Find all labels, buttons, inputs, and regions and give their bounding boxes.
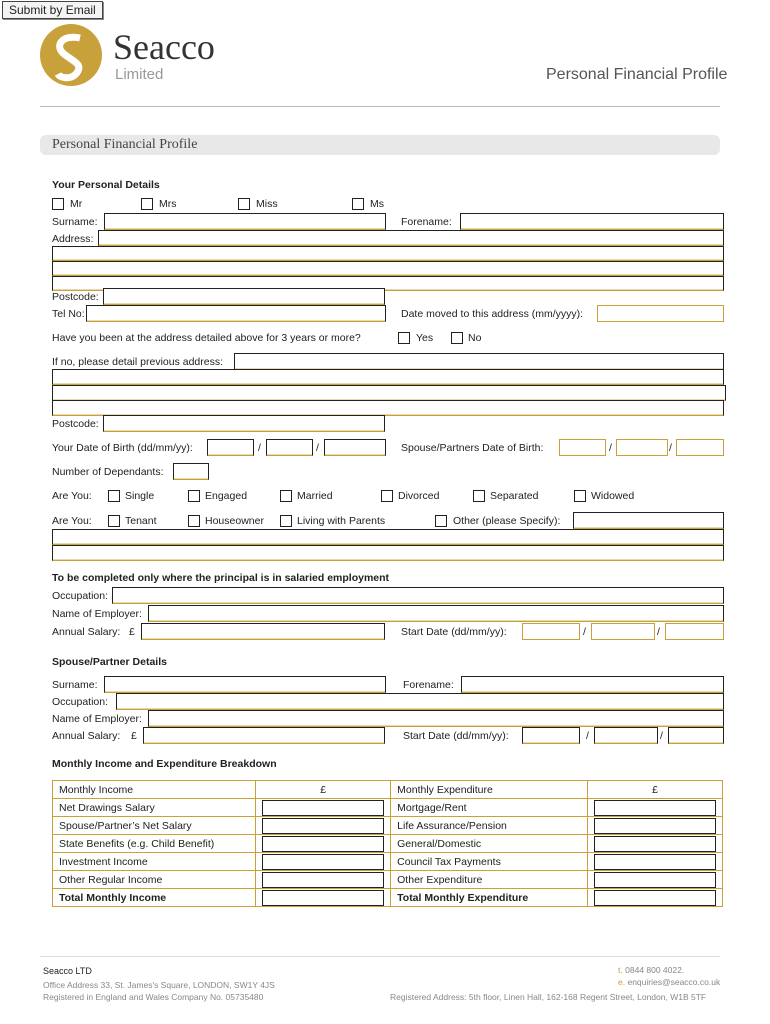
income-item-label: Investment Income — [53, 853, 256, 871]
spouse-occupation-label: Occupation: — [52, 696, 109, 708]
status-option-label: Engaged — [205, 490, 248, 502]
previous-address-label: If no, please detail previous address: — [52, 356, 224, 368]
date-separator: / — [657, 626, 660, 638]
investment-income-input[interactable] — [262, 854, 384, 870]
other-residence-input[interactable] — [573, 512, 724, 529]
expenditure-item-label: Life Assurance/Pension — [391, 817, 588, 835]
income-item-label: Spouse/Partner’s Net Salary — [53, 817, 256, 835]
income-header: Monthly Income — [53, 781, 256, 799]
no-label: No — [468, 332, 482, 344]
table-row — [53, 853, 723, 871]
net-drawings-input[interactable] — [262, 800, 384, 816]
pound-sign: £ — [129, 626, 135, 638]
spouse-start-day-input[interactable] — [522, 727, 580, 744]
date-separator: / — [609, 442, 612, 454]
spouse-dob-month-input[interactable] — [616, 439, 668, 456]
date-separator: / — [669, 442, 672, 454]
income-item-label: Other Regular Income — [53, 871, 256, 889]
table-row — [53, 871, 723, 889]
expenditure-item-label: Council Tax Payments — [391, 853, 588, 871]
residence-option-label: Living with Parents — [297, 515, 386, 527]
total-income-input[interactable] — [262, 890, 384, 906]
single-checkbox[interactable] — [108, 490, 120, 502]
widowed-checkbox[interactable] — [574, 490, 586, 502]
council-tax-input[interactable] — [594, 854, 716, 870]
residence-option-label: Other (please Specify): — [453, 515, 561, 527]
forename-label: Forename: — [401, 216, 452, 228]
spouse-salary-label: Annual Salary: — [52, 730, 121, 742]
date-separator: / — [258, 442, 261, 454]
spouse-start-date-label: Start Date (dd/mm/yy): — [403, 730, 509, 742]
breakdown-heading: Monthly Income and Expenditure Breakdown — [52, 758, 277, 770]
date-separator: / — [583, 626, 586, 638]
expenditure-currency-header: £ — [588, 781, 723, 799]
yes-label: Yes — [416, 332, 434, 344]
address-line-2-input[interactable] — [52, 246, 724, 261]
mortgage-rent-input[interactable] — [594, 800, 716, 816]
status-option-label: Married — [297, 490, 333, 502]
state-benefits-input[interactable] — [262, 836, 384, 852]
status-option-label: Widowed — [591, 490, 635, 502]
totals-row — [53, 889, 723, 907]
table-header-row — [53, 781, 723, 799]
footer-phone[interactable]: 0844 800 4022. — [625, 965, 685, 975]
income-item-label: Net Drawings Salary — [53, 799, 256, 817]
other-income-input[interactable] — [262, 872, 384, 888]
start-month-input[interactable] — [591, 623, 655, 640]
address-line-1-input[interactable] — [98, 230, 724, 246]
spouse-forename-label: Forename: — [403, 679, 454, 691]
spouse-heading: Spouse/Partner Details — [52, 656, 167, 668]
employer-label: Name of Employer: — [52, 608, 142, 620]
separated-checkbox[interactable] — [473, 490, 485, 502]
spouse-dob-day-input[interactable] — [559, 439, 606, 456]
spouse-employer-label: Name of Employer: — [52, 713, 142, 725]
income-expenditure-table — [52, 780, 723, 907]
brand-subtitle: Limited — [115, 66, 164, 83]
three-years-question: Have you been at the address detailed above for 3 years or more? — [52, 332, 361, 344]
forename-input[interactable] — [460, 213, 724, 230]
title-option-label: Ms — [370, 198, 384, 210]
expenditure-header: Monthly Expenditure — [391, 781, 588, 799]
houseowner-checkbox[interactable] — [188, 515, 200, 527]
salary-label: Annual Salary: — [52, 626, 121, 638]
life-assurance-input[interactable] — [594, 818, 716, 834]
status-option-label: Separated — [490, 490, 539, 502]
dob-month-input[interactable] — [266, 439, 313, 456]
personal-details-heading: Your Personal Details — [52, 179, 160, 191]
header-divider — [40, 106, 720, 107]
tel-input[interactable] — [86, 305, 386, 322]
previous-postcode-label: Postcode: — [52, 418, 99, 430]
miss-checkbox[interactable] — [238, 198, 250, 210]
previous-address-line-2-input[interactable] — [52, 369, 724, 385]
total-income-label: Total Monthly Income — [53, 889, 256, 907]
other-residence-checkbox[interactable] — [435, 515, 447, 527]
start-day-input[interactable] — [522, 623, 580, 640]
dependants-input[interactable] — [173, 463, 209, 480]
footer-divider — [40, 956, 720, 957]
salary-input[interactable] — [141, 623, 385, 640]
spouse-occupation-input[interactable] — [116, 693, 724, 710]
engaged-checkbox[interactable] — [188, 490, 200, 502]
footer-phone-line — [618, 965, 684, 975]
tenant-checkbox[interactable] — [108, 515, 120, 527]
footer-email[interactable]: enquiries@seacco.co.uk — [627, 977, 721, 987]
seacco-logo — [40, 24, 102, 86]
title-option-label: Mr — [70, 198, 83, 210]
footer-registered-address: Registered Address: 5th floor, Linen Hall, 162-168 Regent Street, London, W1B 5TF — [390, 992, 707, 1002]
footer-office-address: Office Address 33, St. James's Square, LONDON, SW1Y 4JS — [43, 980, 275, 990]
date-separator: / — [660, 730, 663, 742]
income-item-label: State Benefits (e.g. Child Benefit) — [53, 835, 256, 853]
logo-s-icon — [40, 24, 102, 86]
income-currency-header: £ — [256, 781, 391, 799]
employment-heading: To be completed only where the principal is in salaried employment — [52, 572, 390, 584]
surname-label: Surname: — [52, 216, 98, 228]
occupation-input[interactable] — [112, 587, 724, 604]
date-moved-input[interactable] — [597, 305, 724, 322]
spouse-surname-label: Surname: — [52, 679, 98, 691]
title-option-label: Miss — [256, 198, 278, 210]
date-separator: / — [586, 730, 589, 742]
title-option-label: Mrs — [159, 198, 177, 210]
section-banner: Personal Financial Profile — [40, 135, 720, 155]
residence-option-label: Tenant — [125, 515, 157, 527]
total-expenditure-label: Total Monthly Expenditure — [391, 889, 588, 907]
status-option-label: Single — [125, 490, 155, 502]
marital-status-label: Are You: — [52, 490, 92, 502]
spouse-salary-amount-input[interactable] — [262, 818, 384, 834]
general-domestic-input[interactable] — [594, 836, 716, 852]
postcode-label: Postcode: — [52, 291, 99, 303]
pound-sign: £ — [131, 730, 137, 742]
spouse-surname-input[interactable] — [104, 676, 386, 693]
residence-option-label: Houseowner — [205, 515, 264, 527]
surname-input[interactable] — [104, 213, 386, 230]
spouse-start-month-input[interactable] — [594, 727, 658, 744]
start-year-input[interactable] — [665, 623, 724, 640]
footer-company: Seacco LTD — [43, 966, 92, 976]
spouse-employer-input[interactable] — [148, 710, 724, 727]
address-label: Address: — [52, 233, 94, 245]
footer-registration: Registered in England and Wales Company No. 05735480 — [43, 992, 264, 1002]
table-row — [53, 799, 723, 817]
previous-address-line-1-input[interactable] — [234, 353, 724, 370]
email-prefix: e. — [618, 977, 626, 987]
spouse-dob-label: Spouse/Partners Date of Birth: — [401, 442, 544, 454]
ms-checkbox[interactable] — [352, 198, 364, 210]
dob-day-input[interactable] — [207, 439, 254, 456]
previous-address-line-3-input[interactable] — [52, 385, 726, 401]
spouse-salary-input[interactable] — [143, 727, 385, 744]
dob-label: Your Date of Birth (dd/mm/yy): — [52, 442, 193, 454]
start-date-label: Start Date (dd/mm/yy): — [401, 626, 507, 638]
expenditure-item-label: Mortgage/Rent — [391, 799, 588, 817]
submit-by-email-button[interactable]: Submit by Email — [2, 1, 103, 19]
other-expenditure-input[interactable] — [594, 872, 716, 888]
previous-postcode-input[interactable] — [103, 415, 385, 432]
living-with-parents-checkbox[interactable] — [280, 515, 292, 527]
residence-status-label: Are You: — [52, 515, 92, 527]
status-option-label: Divorced — [398, 490, 440, 502]
phone-prefix: t. — [618, 965, 623, 975]
document-title: Personal Financial Profile — [546, 66, 728, 83]
date-moved-label: Date moved to this address (mm/yyyy): — [401, 308, 584, 320]
divorced-checkbox[interactable] — [381, 490, 393, 502]
spouse-start-year-input[interactable] — [668, 727, 724, 744]
date-separator: / — [316, 442, 319, 454]
table-row — [53, 817, 723, 835]
other-residence-line-3-input[interactable] — [52, 545, 724, 561]
spouse-dob-year-input[interactable] — [676, 439, 724, 456]
married-checkbox[interactable] — [280, 490, 292, 502]
postcode-input[interactable] — [103, 288, 385, 305]
expenditure-item-label: General/Domestic — [391, 835, 588, 853]
other-residence-line-2-input[interactable] — [52, 529, 724, 545]
dob-year-input[interactable] — [324, 439, 386, 456]
mrs-checkbox[interactable] — [141, 198, 153, 210]
address-line-3-input[interactable] — [52, 261, 724, 276]
brand-name: Seacco — [113, 27, 215, 67]
table-row — [53, 835, 723, 853]
spouse-forename-input[interactable] — [461, 676, 724, 693]
mr-checkbox[interactable] — [52, 198, 64, 210]
tel-label: Tel No: — [52, 308, 85, 320]
occupation-label: Occupation: — [52, 590, 109, 602]
total-expenditure-input[interactable] — [594, 890, 716, 906]
employer-input[interactable] — [148, 605, 724, 622]
three-years-no-checkbox[interactable] — [451, 332, 463, 344]
dependants-label: Number of Dependants: — [52, 466, 164, 478]
previous-address-line-4-input[interactable] — [52, 400, 724, 416]
three-years-yes-checkbox[interactable] — [398, 332, 410, 344]
footer-email-line — [618, 977, 720, 987]
expenditure-item-label: Other Expenditure — [391, 871, 588, 889]
